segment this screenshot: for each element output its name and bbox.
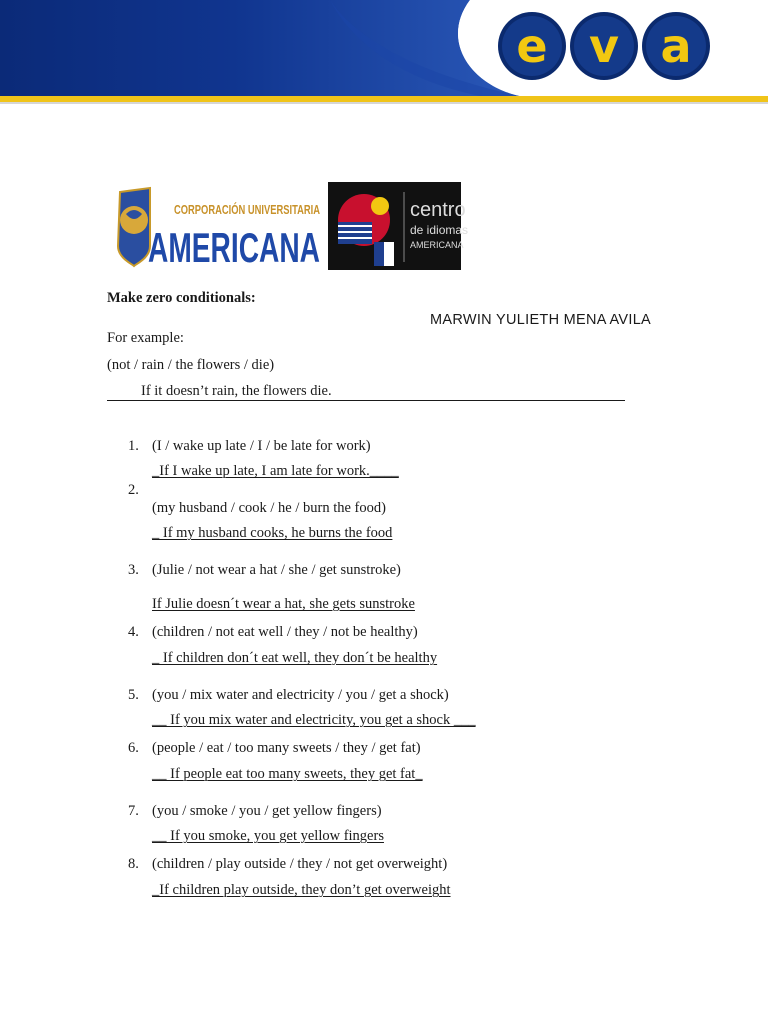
- logo-line-corporacion: CORPORACIÓN UNIVERSITARIA: [174, 202, 321, 217]
- exercise-answer: If Julie doesn´t wear a hat, she gets sunstroke: [152, 596, 415, 612]
- exercise-number: 2.: [128, 482, 139, 498]
- exercise-number: 4.: [128, 624, 139, 640]
- eva-letter-e: e: [516, 19, 548, 73]
- exercise-number: 1.: [128, 438, 139, 454]
- exercise-answer: _ If children don´t eat well, they don´t be healthy: [152, 650, 438, 666]
- exercise-number: 8.: [128, 856, 139, 872]
- exercise-number: 7.: [128, 803, 139, 819]
- example-answer: If it doesn’t rain, the flowers die.: [141, 383, 332, 399]
- exercise-prompt: (Julie / not wear a hat / she / get sunstroke): [152, 562, 401, 578]
- example-prompt: (not / rain / the flowers / die): [107, 357, 275, 373]
- example-answer-line: [107, 382, 625, 401]
- exercise-answer: __ If you smoke, you get yellow fingers: [152, 828, 384, 844]
- exercise-number: 6.: [128, 740, 139, 756]
- centro-idiomas-logo: [328, 182, 469, 270]
- exercise-prompt: (my husband / cook / he / burn the food): [152, 500, 386, 516]
- exercise-answer: _ If my husband cooks, he burns the food: [152, 525, 393, 541]
- eva-logo: [496, 8, 712, 84]
- example-label: For example:: [107, 330, 184, 346]
- exercise-number: 3.: [128, 562, 139, 578]
- logo-line-americana: AMERICANA: [148, 224, 320, 271]
- exercise-prompt: (people / eat / too many sweets / they / get fat): [152, 740, 421, 756]
- centro-subtitle: de idiomas: [410, 223, 469, 237]
- exercise-prompt: (you / smoke / you / get yellow fingers): [152, 803, 382, 819]
- centro-title: centro: [410, 199, 466, 221]
- exercise-prompt: (children / not eat well / they / not be healthy): [152, 624, 418, 640]
- exercise-prompt: (children / play outside / they / not get overweight): [152, 856, 448, 872]
- exercise-answer: _If I wake up late, I am late for work.____: [152, 463, 399, 479]
- exercise-number: 5.: [128, 687, 139, 703]
- eva-letter-v: v: [589, 19, 619, 73]
- exercise-answer: __ If you mix water and electricity, you get a shock ___: [152, 712, 476, 728]
- corporacion-americana-logo: [116, 184, 322, 271]
- exercise-prompt: (I / wake up late / I / be late for work): [152, 438, 371, 454]
- centro-name: AMERICANA: [410, 240, 464, 250]
- exercise-prompt: (you / mix water and electricity / you / get a shock): [152, 687, 449, 703]
- exercise-answer: __ If people eat too many sweets, they get fat_: [152, 766, 423, 782]
- exercise-answer: _If children play outside, they don’t get overweight: [152, 882, 451, 898]
- worksheet-heading: Make zero conditionals:: [107, 290, 256, 306]
- student-name: MARWIN YULIETH MENA AVILA: [430, 312, 652, 328]
- eva-letter-a: a: [660, 19, 692, 73]
